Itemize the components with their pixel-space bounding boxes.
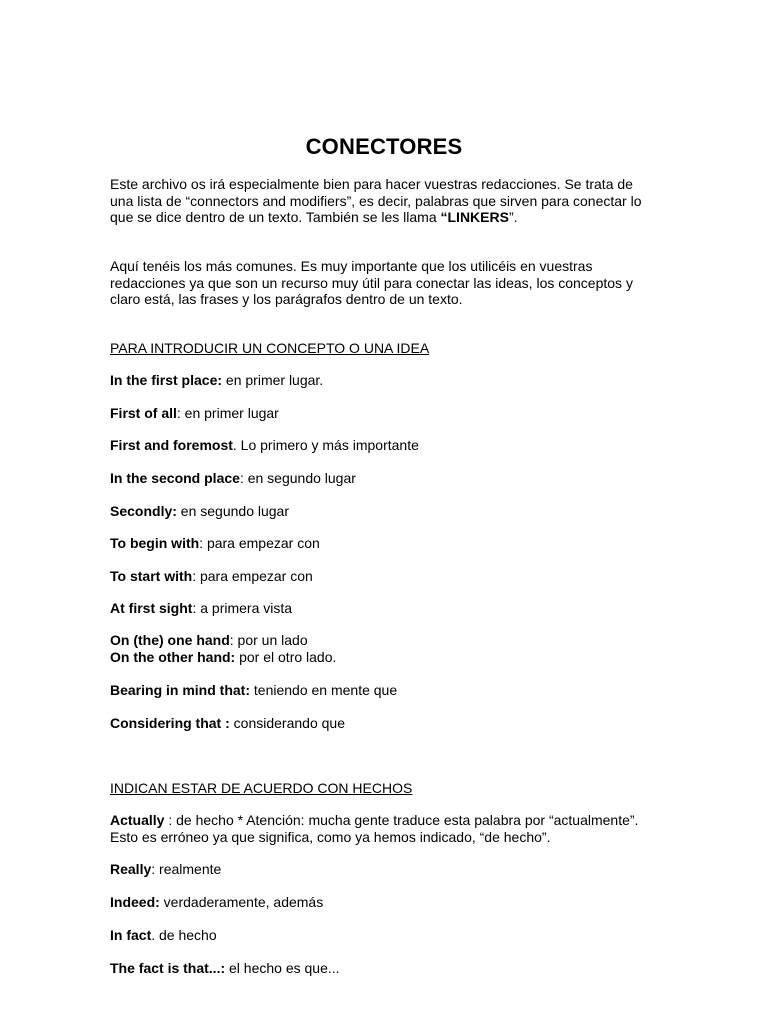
entry-term: Actually [110,812,165,828]
entry-term: First and foremost [110,437,233,453]
entry-definition: el hecho es que... [225,960,340,976]
list-item [110,927,670,944]
entry-term: At first sight [110,600,193,616]
entry-definition: teniendo en mente que [250,682,398,698]
list-item [110,470,670,487]
entry-definition: : por un lado [229,632,308,648]
entry-definition: : en primer lugar [176,405,279,421]
entry-definition: considerando que [229,715,345,731]
list-item-continuation: Esto es erróneo ya que significa, como ya hemos indicado, “de hecho”. [110,829,551,845]
linkers-term: “LINKERS [440,209,509,225]
entry-term: In the second place [110,470,240,486]
entry-term: Bearing in mind that: [110,682,250,698]
list-item [110,372,670,389]
list-item [110,535,670,552]
entry-definition: en primer lugar. [222,372,324,388]
entry-definition: : en segundo lugar [239,470,356,486]
entry-definition: : para empezar con [199,535,320,551]
list-item [110,405,670,422]
list-item [110,894,670,911]
entry-term: Indeed: [110,894,160,910]
section-heading-introducir: PARA INTRODUCIR UN CONCEPTO O UNA IDEA [110,340,430,356]
section-heading-acuerdo: INDICAN ESTAR DE ACUERDO CON HECHOS [110,780,413,796]
entry-definition: : para empezar con [192,568,313,584]
entry-term: The fact is that...: [110,960,226,976]
entry-term: On the other hand: [110,649,236,665]
entry-term: To begin with [110,535,200,551]
list-item [110,960,670,977]
intro-paragraph-1-text: Este archivo os irá especialmente bien para hacer vuestras redacciones. Se trata de una lista de “connectors and modifiers”, es decir, palabras que sirven para conectar lo que se dice dentro de un texto. También se les llama [110,176,642,225]
list-item [110,503,670,520]
entry-term: Considering that : [110,715,230,731]
entry-term: Really [110,861,152,877]
page-title: CONECTORES [305,134,463,159]
list-item [110,649,670,666]
list-item [110,861,670,878]
list-item [110,812,670,829]
list-item [110,568,670,585]
entry-definition: por el otro lado. [235,649,337,665]
entry-definition: : de hecho * Atención: mucha gente traduce esta palabra por “actualmente”. [164,812,639,828]
intro-paragraph-1-end: ”. [508,209,518,225]
entry-definition: en segundo lugar [176,503,289,519]
entry-definition: : a primera vista [192,600,293,616]
entry-definition: . de hecho [151,927,217,943]
entry-term: In the first place: [110,372,223,388]
list-item [110,682,670,699]
entry-term: In fact [110,927,152,943]
intro-paragraph-2: Aquí tenéis los más comunes. Es muy importante que los utilicéis en vuestras redacciones ya que son un recurso muy útil para conectar las ideas, los conceptos y claro está, las frases y los parágrafos dentro de un texto. [110,258,633,307]
entry-term: To start with [110,568,193,584]
list-item [110,600,670,617]
entry-definition: : realmente [151,861,222,877]
list-item [110,715,670,732]
intro-paragraph-1 [110,176,655,226]
entry-term: First of all [110,405,177,421]
entry-term: Secondly: [110,503,177,519]
entry-definition: . Lo primero y más importante [232,437,419,453]
list-item [110,437,670,454]
entry-definition: verdaderamente, además [159,894,324,910]
list-item [110,632,670,649]
entry-term: On (the) one hand [110,632,230,648]
